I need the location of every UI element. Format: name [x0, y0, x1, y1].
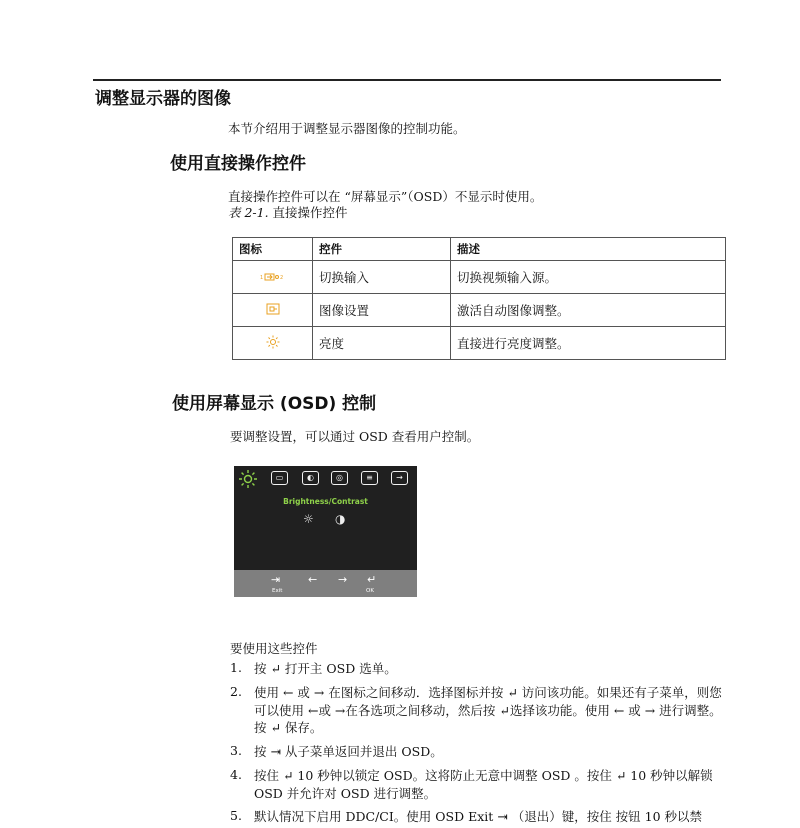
step-text: 按 ⇥ 从子菜单返回并退出 OSD。	[254, 744, 443, 759]
input-switch-icon	[233, 261, 313, 294]
left-arrow-icon: ←	[308, 573, 318, 586]
osd-contrast-sub-icon: ◑	[335, 512, 346, 526]
header-icon: 图标	[233, 238, 313, 261]
table-caption-number: 表 2-1.	[228, 205, 269, 220]
image-setup-icon	[233, 294, 313, 327]
section-title: 调整显示器的图像	[95, 89, 231, 109]
table-header-row	[233, 238, 726, 261]
step-text: 按 ↵ 打开主 OSD 选单。	[254, 661, 397, 676]
table-cell-description: 直接进行亮度调整。	[451, 327, 726, 360]
table-cell-control: 切换输入	[313, 261, 451, 294]
step-number: 5.	[230, 808, 242, 823]
osd-menu-screenshot	[234, 466, 417, 597]
table-caption-text: 直接操作控件	[268, 205, 348, 220]
header-description: 描述	[451, 238, 726, 261]
table-cell-description: 激活自动图像调整。	[451, 294, 726, 327]
svg-text:1: 1	[259, 274, 263, 281]
enter-key-icon: ↵	[367, 573, 377, 586]
step-number: 2.	[230, 684, 242, 699]
osd-button-bar	[234, 570, 417, 597]
section-intro: 本节介绍用于调整显示器图像的控制功能。	[228, 121, 466, 136]
step-number: 3.	[230, 743, 242, 758]
step-text: 按住 ↵ 10 秒钟以锁定 OSD。这将防止无意中调整 OSD 。按住 ↵ 10 秒钟以解锁 OSD 并允许对 OSD 进行调整。	[254, 768, 713, 801]
brightness-icon	[233, 327, 313, 360]
osd-menu-title: Brightness/Contrast	[283, 497, 368, 506]
table-row	[233, 327, 726, 360]
direct-controls-heading: 使用直接操作控件	[170, 154, 306, 174]
exit-key-icon: ⇥	[271, 573, 281, 586]
right-arrow-icon: →	[338, 573, 348, 586]
osd-image-setup-icon: ◐	[302, 471, 319, 485]
osd-exit-icon: →	[391, 471, 408, 485]
direct-controls-text: 直接操作控件可以在 “屏幕显示”（OSD）不显示时使用。	[228, 189, 543, 204]
osd-image-properties-icon: ◎	[331, 471, 348, 485]
step-number: 4.	[230, 767, 242, 782]
svg-text:2: 2	[279, 274, 283, 281]
table-row	[233, 261, 726, 294]
table-row	[233, 294, 726, 327]
osd-image-position-icon: ▭	[271, 471, 288, 485]
steps-title: 要使用这些控件	[230, 641, 318, 656]
step-text: 默认情况下启用 DDC/CI。使用 OSD Exit ⇥ （退出）键，按住 按钮 10 秒以禁	[254, 809, 703, 824]
table-caption	[228, 203, 348, 221]
step-number: 1.	[230, 660, 242, 675]
exit-key-label: Exit	[272, 588, 283, 594]
osd-brightness-sub-icon: ☼	[303, 512, 314, 526]
osd-options-icon: ≡	[361, 471, 378, 485]
table-cell-description: 切换视频输入源。	[451, 261, 726, 294]
osd-intro: 要调整设置，可以通过 OSD 查看用户控制。	[230, 429, 480, 444]
table-cell-control: 图像设置	[313, 294, 451, 327]
header-control: 控件	[313, 238, 451, 261]
direct-controls-table	[232, 237, 726, 360]
osd-controls-heading: 使用屏幕显示 (OSD) 控制	[172, 394, 377, 414]
step-text: 使用 ← 或 → 在图标之间移动．选择图标并按 ↵ 访问该功能。如果还有子菜单，则您可以使用 ←或 →在各选项之间移动，然后按 ↵选择该功能。使用 ← 或 → 进行调整。按 ↵ 保存。	[254, 685, 722, 735]
osd-brightness-icon	[238, 469, 258, 489]
table-cell-control: 亮度	[313, 327, 451, 360]
ok-key-label: OK	[366, 588, 374, 594]
top-rule	[93, 79, 721, 81]
